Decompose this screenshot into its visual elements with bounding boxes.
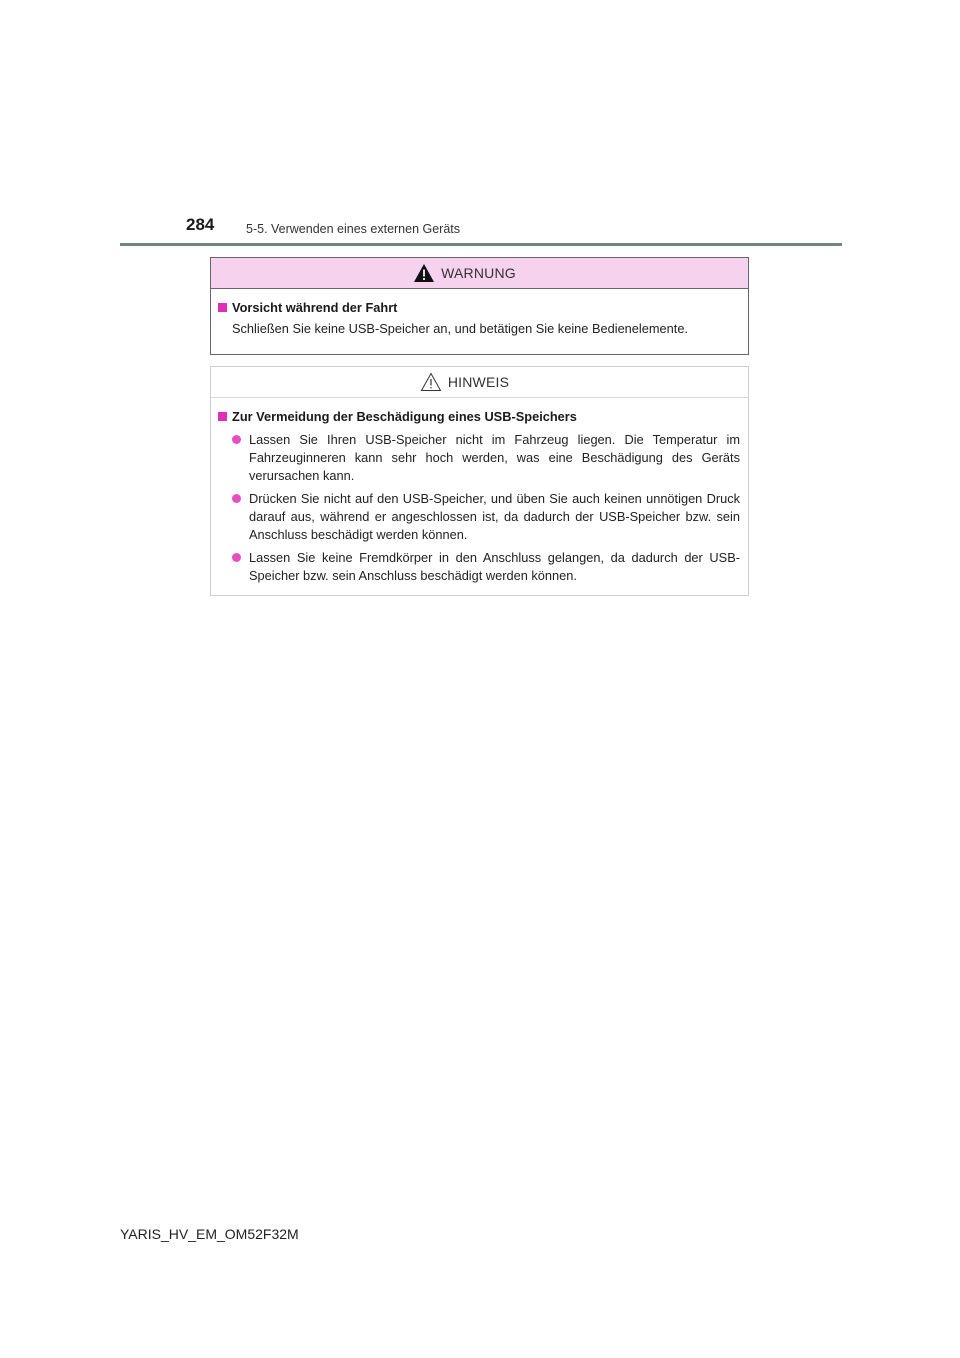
header-divider — [120, 243, 842, 246]
document-code: YARIS_HV_EM_OM52F32M — [120, 1226, 299, 1242]
dot-bullet-icon — [232, 553, 241, 562]
page-number: 284 — [186, 215, 215, 234]
warning-box — [210, 257, 749, 355]
bullet-text: Lassen Sie keine Fremdkörper in den Anschluss gelangen, da dadurch der USB-Speicher bzw. sein Anschluss beschädigt werden können. — [249, 550, 740, 583]
notice-box — [210, 366, 749, 596]
warning-item-title: Vorsicht während der Fahrt — [232, 300, 398, 315]
square-bullet-icon — [218, 303, 227, 312]
warning-item-text: Schließen Sie keine USB-Speicher an, und betätigen Sie keine Bedienelemente. — [232, 321, 689, 336]
dot-bullet-icon — [232, 435, 241, 444]
bullet-text: Lassen Sie Ihren USB-Speicher nicht im Fahrzeug liegen. Die Temperatur im Fahrzeuginneren kann sehr hoch werden, was eine Beschädigung des Geräts verursachen kann. — [249, 432, 740, 483]
list-item — [218, 490, 740, 544]
bullet-text: Drücken Sie nicht auf den USB-Speicher, und üben Sie auch keinen unnötigen Druck darauf aus, während er angeschlossen ist, da dadurch der USB-Speicher bzw. sein Anschluss beschädigt werden können. — [249, 491, 740, 542]
warning-item-heading — [218, 299, 740, 317]
square-bullet-icon — [218, 412, 227, 421]
warning-body — [211, 289, 748, 338]
warning-header — [211, 258, 748, 289]
notice-item-heading — [218, 408, 740, 426]
notice-body — [211, 398, 748, 585]
dot-bullet-icon — [232, 494, 241, 503]
warning-triangle-outline-icon — [420, 372, 442, 392]
warning-triangle-filled-icon — [413, 263, 435, 283]
section-title: 5-5. Verwenden eines externen Geräts — [246, 222, 461, 236]
notice-title: HINWEIS — [447, 374, 510, 390]
list-item — [218, 431, 740, 485]
warning-title: WARNUNG — [441, 265, 516, 281]
notice-header — [211, 367, 748, 398]
notice-item-title: Zur Vermeidung der Beschädigung eines USB-Speichers — [232, 409, 577, 424]
list-item — [218, 549, 740, 585]
